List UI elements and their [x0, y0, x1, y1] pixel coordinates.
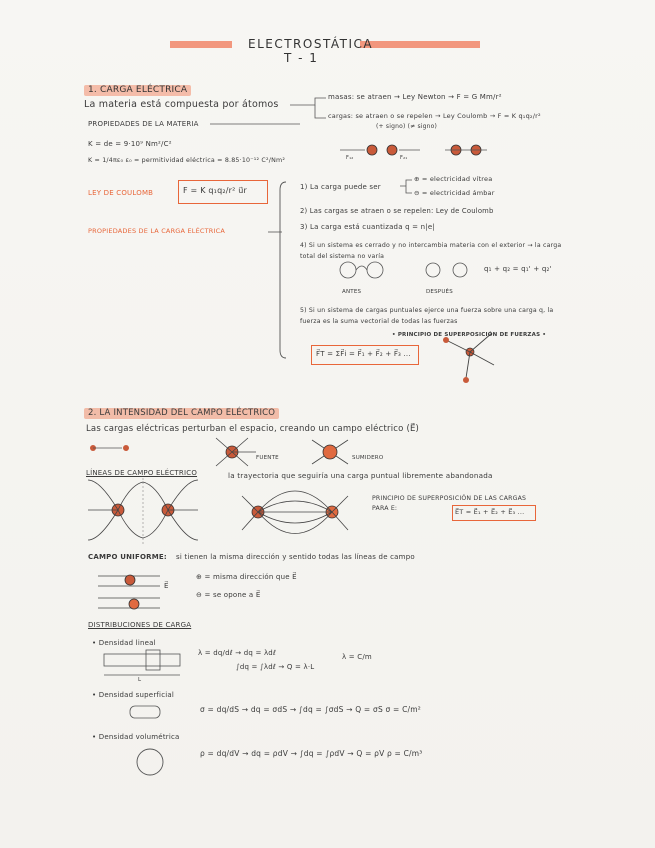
- k-formula: K = 1/4πε₀ ε₀ = permitividad eléctrica = 8.85·10⁻¹² C²/Nm²: [88, 157, 286, 164]
- antes-label: ANTES: [342, 289, 362, 295]
- prop-1-negative: ⊖ = electricidad ámbar: [414, 189, 495, 197]
- sumidero-label: SUMIDERO: [352, 455, 384, 461]
- masas-line: masas: se atraen → Ley Newton → F = G Mm/r²: [328, 93, 502, 101]
- superposition-principle: • PRINCIPIO DE SUPERPOSICIÓN DE FUERZAS •: [392, 332, 547, 338]
- campo-uniforme-text: si tienen la misma dirección y sentido todas las líneas de campo: [176, 553, 415, 561]
- charge-conservation: q₁ + q₂ = q₁' + q₂': [484, 265, 552, 273]
- superpos-e-formula: E⃗T = E⃗₁ + E⃗₂ + E⃗₃ ...: [455, 508, 525, 516]
- densidad-superficial-formula: σ = dq/dS → dq = σdS → ∫dq = ∫σdS → Q = σS σ = C/m²: [200, 705, 421, 714]
- k-constant: K = de = 9·10⁹ Nm²/C²: [88, 140, 172, 148]
- fuente-label: FUENTE: [256, 455, 279, 461]
- prop-2: 2) Las cargas se atraen o se repelen: Ley de Coulomb: [300, 207, 494, 215]
- field-intro: Las cargas eléctricas perturban el espacio, creando un campo eléctrico (E⃗): [86, 424, 420, 434]
- section-1-heading: 1. CARGA ELÉCTRICA: [84, 85, 191, 96]
- prop-4: 4) Si un sistema es cerrado y no intercambia materia con el exterior → la carga total del sistema no varía: [300, 242, 562, 260]
- distribuciones-label: DISTRIBUCIONES DE CARGA: [88, 621, 192, 629]
- section-2-heading: 2. LA INTENSIDAD DEL CAMPO ELÉCTRICO: [84, 408, 279, 419]
- densidad-lineal-units: λ = C/m: [342, 653, 372, 661]
- densidad-lineal-label: • Densidad lineal: [92, 639, 156, 647]
- campo-uniforme-label: CAMPO UNIFORME:: [88, 553, 167, 561]
- e-vector-label: E⃗: [164, 582, 169, 590]
- superposition-formula: F⃗T = ΣF⃗i = F⃗₁ + F⃗₂ + F⃗₃ ...: [316, 350, 411, 358]
- lineas-campo-label: LÍNEAS DE CAMPO ELÉCTRICO: [86, 469, 198, 477]
- densidad-volumetrica-formula: ρ = dq/dV → dq = ρdV → ∫dq = ∫ρdV → Q = ρV ρ = C/m³: [200, 749, 423, 758]
- prop-1-positive: ⊕ = electricidad vítrea: [414, 175, 493, 183]
- page-title: ELECTROSTÁTICA: [248, 37, 374, 51]
- page-subtitle: T - 1: [284, 51, 319, 65]
- despues-label: DESPUÉS: [426, 289, 453, 295]
- uniforme-negative: ⊖ = se opone a E⃗: [196, 591, 261, 599]
- densidad-volumetrica-label: • Densidad volumétrica: [92, 733, 180, 741]
- prop-1: 1) La carga puede ser: [300, 183, 381, 191]
- densidad-lineal-formula: λ = dq/dℓ → dq = λdℓ: [198, 649, 277, 657]
- coulomb-formula: F = K q₁q₂/r² u⃗r: [183, 186, 248, 195]
- props-materia-label: PROPIEDADES DE LA MATERIA: [88, 120, 199, 128]
- cargas-sublabel: (+ signo) (≠ signo): [376, 123, 438, 130]
- intro-atoms: La materia está compuesta por átomos: [84, 99, 279, 110]
- force-f21-label: F₂₁: [400, 155, 408, 161]
- prop-5: 5) Si un sistema de cargas puntuales ejerce una fuerza sobre una carga q, la fuerza es la suma vectorial de todas las fuerzas: [300, 307, 554, 325]
- cargas-line: cargas: se atraen o se repelen → Ley Coulomb → F = K q₁q₂/r²: [328, 112, 541, 120]
- title-highlight-right: [360, 41, 480, 48]
- densidad-superficial-label: • Densidad superficial: [92, 691, 175, 699]
- rod-length-label: L: [138, 677, 142, 683]
- superpos-e-title: PRINCIPIO DE SUPERPOSICIÓN DE LAS CARGAS PARA E:: [372, 495, 527, 512]
- densidad-lineal-integral: ∫dq = ∫λdℓ → Q = λ·L: [236, 663, 315, 671]
- ley-coulomb-label: LEY DE COULOMB: [88, 189, 154, 197]
- lineas-campo-text: la trayectoria que seguiría una carga puntual libremente abandonada: [228, 471, 493, 480]
- title-highlight-left: [170, 41, 232, 48]
- uniforme-positive: ⊕ = misma dirección que E⃗: [196, 573, 297, 581]
- props-carga-label: PROPIEDADES DE LA CARGA ELÉCTRICA: [88, 227, 226, 235]
- force-f12-label: F₁₂: [346, 155, 354, 161]
- prop-3: 3) La carga está cuantizada q = n|e|: [300, 223, 435, 231]
